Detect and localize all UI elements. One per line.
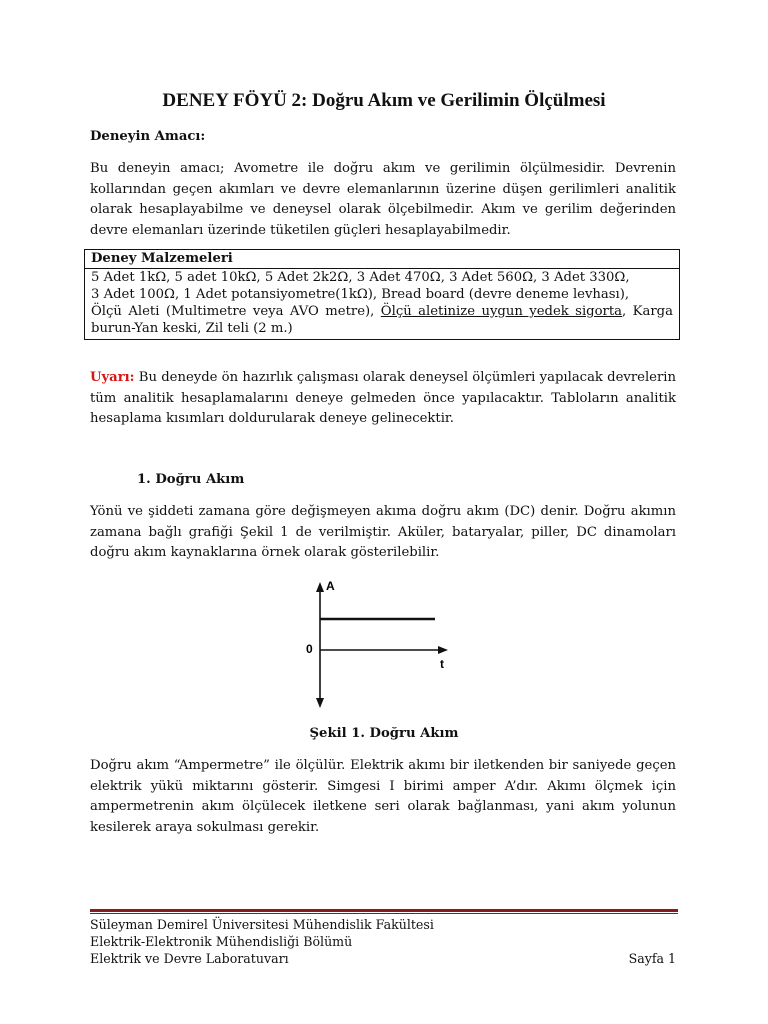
section-line: doğru akım kaynaklarına örnek olarak gösterilebilir. xyxy=(90,545,440,561)
figure-caption: Şekil 1. Doğru Akım xyxy=(309,726,459,741)
y-axis-label: A xyxy=(326,579,335,593)
page-title: DENEY FÖYÜ 2: Doğru Akım ve Gerilimin Ölçülmesi xyxy=(162,90,606,111)
ammeter-paragraph xyxy=(90,756,676,838)
section-paragraph xyxy=(90,502,676,564)
materials-heading: Deney Malzemeleri xyxy=(91,251,233,266)
page-number: Sayfa 1 xyxy=(628,951,676,966)
warning-line: hesaplama kısımları doldurularak deneye gelinecektir. xyxy=(90,411,454,427)
footer-faculty: Süleyman Demirel Üniversitesi Mühendislik Fakültesi xyxy=(90,917,434,932)
ammeter-line: elektrik yükü miktarını gösterir. Simgesi I birimi amper A’dır. Akımı ölçmek için xyxy=(90,778,676,794)
x-axis-arrow xyxy=(438,646,448,654)
fuse-note: Ölçü aletinize uygun yedek sigorta xyxy=(380,304,623,319)
ammeter-line: Doğru akım “Ampermetre” ile ölçülür. Elektrik akımı bir iletkenden bir saniyede geçen xyxy=(90,758,676,773)
aim-paragraph xyxy=(90,159,676,241)
y-axis-arrow-up xyxy=(316,582,324,592)
materials-text: Ölçü Aleti (Multimetre veya AVO metre), xyxy=(91,304,375,319)
y-axis-arrow-down xyxy=(316,698,324,708)
section-line: zamana bağlı grafiği Şekil 1 de verilmiştir. Aküler, bataryalar, piller, DC dinamoları xyxy=(90,524,676,540)
x-axis-label: t xyxy=(440,657,444,671)
materials-header xyxy=(85,250,679,269)
section-heading: 1. Doğru Akım xyxy=(137,472,245,487)
aim-line: devre elemanları üzerinde tüketilen güçleri hesaplayabilmedir. xyxy=(90,222,511,238)
ammeter-line: kesilerek araya sokulması gerekir. xyxy=(90,819,320,835)
aim-line: Bu deneyin amacı; Avometre ile doğru akım ve gerilimin ölçülmesidir. Devrenin xyxy=(90,161,676,176)
materials-line: 5 Adet 1kΩ, 5 adet 10kΩ, 5 Adet 2k2Ω, 3 Adet 470Ω, 3 Adet 560Ω, 3 Adet 330Ω, xyxy=(91,270,630,285)
footer-department: Elektrik-Elektronik Mühendisliği Bölümü xyxy=(90,934,353,949)
warning-paragraph xyxy=(90,368,676,430)
footer-rule-thick xyxy=(90,909,678,912)
aim-line: olarak hesaplayabilme ve deneysel olarak ölçebilmedir. Akım ve gerilim değerinden xyxy=(90,202,676,218)
aim-line: kollarından geçen akımları ve devre elemanlarının üzerine düşen gerilimleri analitik xyxy=(90,181,676,197)
dc-current-figure xyxy=(300,572,470,712)
footer-rule-thin xyxy=(90,913,678,914)
zero-label: 0 xyxy=(306,642,313,656)
warning-text: Bu deneyde ön hazırlık çalışması olarak deneysel ölçümleri yapılacak devrelerin xyxy=(134,370,676,385)
materials-line xyxy=(91,303,673,320)
materials-line: 3 Adet 100Ω, 1 Adet potansiyometre(1kΩ), Bread board (devre deneme levhası), xyxy=(91,287,630,302)
materials-line: burun-Yan keski, Zil teli (2 m.) xyxy=(91,321,293,336)
footer-lab: Elektrik ve Devre Laboratuvarı xyxy=(90,951,289,966)
materials-text: , Karga xyxy=(622,304,673,319)
warning-line: tüm analitik hesaplamalarını deneye gelmeden önce yapılacaktır. Tabloların analitik xyxy=(90,390,676,406)
ammeter-line: ampermetrenin akım ölçülecek iletkene seri olarak bağlanması, yani akım yolunun xyxy=(90,799,676,815)
section-line: Yönü ve şiddeti zamana göre değişmeyen akıma doğru akım (DC) denir. Doğru akımın xyxy=(90,504,676,519)
warning-label: Uyarı: xyxy=(90,370,135,385)
footer-rule xyxy=(90,909,678,914)
materials-box xyxy=(84,249,680,340)
aim-heading: Deneyin Amacı: xyxy=(90,129,206,144)
warning-line xyxy=(90,368,676,389)
